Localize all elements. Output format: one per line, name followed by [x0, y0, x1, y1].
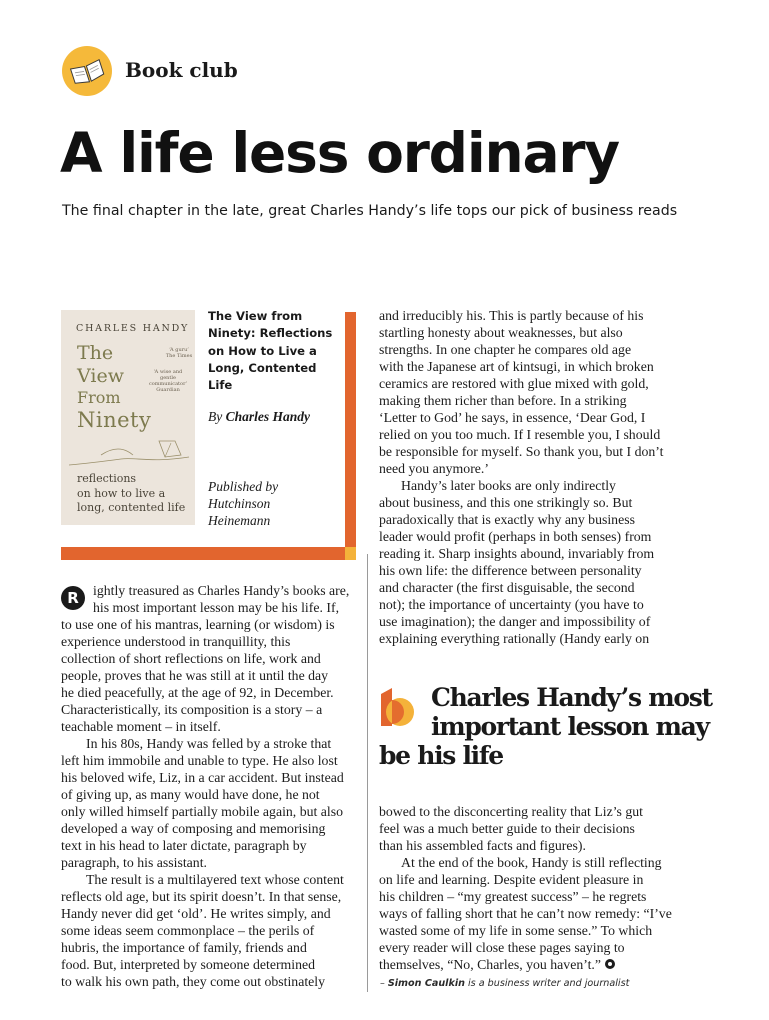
cover-title-line: From — [77, 388, 121, 407]
body-line: The result is a multilayered text whose content — [86, 872, 344, 887]
body-line: he died peacefully, at the age of 92, in December. — [61, 685, 334, 700]
body-line: ‘Letter to God’ he says, in essence, ‘Dear God, I — [379, 410, 646, 425]
body-line: developed a way of composing and memorising — [61, 821, 326, 836]
body-line: ightly treasured as Charles Handy’s books are, — [93, 583, 350, 598]
body-line: to use one of his mantras, learning (or wisdom) is — [61, 617, 335, 632]
body-line: be responsible for myself. So thank you, but I don’t — [379, 444, 664, 459]
body-line: Handy never did get ‘old’. He writes simply, and — [61, 906, 331, 921]
body-line: use imagination); the danger and impossibility of — [379, 614, 651, 629]
body-line-final — [379, 956, 615, 973]
book-byline — [208, 409, 310, 425]
body-line: left him immobile and unable to type. He also lost — [61, 753, 338, 768]
cover-title-line: View — [77, 365, 124, 387]
standfirst: The final chapter in the late, great Charles Handy’s life tops our pick of business reads — [62, 203, 678, 219]
body-line: startling honesty about weaknesses, but also — [379, 325, 623, 340]
publisher-line: Published by — [208, 479, 279, 494]
body-line: text in his head to later dictate, paragraph by — [61, 838, 307, 853]
body-line: teachable moment – in itself. — [61, 719, 221, 734]
pull-quote-line: be his life — [379, 741, 503, 770]
publisher-line: Hutchinson — [208, 496, 271, 511]
body-line: feel was a much better guide to their decisions — [379, 821, 635, 836]
body-line: experience understood in tranquillity, this — [61, 634, 291, 649]
body-line: people, proves that he was still at it until the day — [61, 668, 329, 683]
body-line: explaining everything rationally (Handy early on — [379, 631, 650, 646]
cover-subtitle-line: long, contented life — [77, 501, 186, 514]
cover-subtitle-line: reflections — [77, 472, 137, 485]
pull-quote-line: Charles Handy’s most — [431, 683, 712, 712]
author-credit-suffix: is a business writer and journalist — [468, 978, 630, 989]
body-line: collection of short reflections on life, work and — [61, 651, 321, 666]
author-credit-prefix: – — [380, 978, 385, 989]
body-line: reflects old age, but its spirit doesn’t. In that sense, — [61, 889, 342, 904]
author-credit — [380, 978, 629, 989]
cover-author: CHARLES HANDY — [76, 323, 190, 334]
column-divider — [367, 554, 368, 992]
byline-author: Charles Handy — [225, 409, 311, 424]
cover-quote: ‘A guru’ The Times — [165, 347, 193, 359]
section-label: Book club — [125, 58, 238, 82]
body-line: relied on you too much. If I resemble you, I should — [379, 427, 661, 442]
author-credit-name: Simon Caulkin — [387, 978, 465, 989]
body-line: only willed himself partially mobile again, but also — [61, 804, 344, 819]
body-line: ceramics are restored with glue mixed with gold, — [379, 376, 649, 391]
publisher-line: Heinemann — [208, 513, 271, 528]
body-line: Handy’s later books are only indirectly — [401, 478, 616, 493]
cover-subtitle-line: on how to live a — [77, 487, 166, 500]
book-box-accent-bottom — [61, 547, 356, 560]
body-line: leader would profit (perhaps in both senses) from — [379, 529, 652, 544]
body-line: his beloved wife, Liz, in a car accident. But instead — [61, 770, 344, 785]
body-line: bowed to the disconcerting reality that Liz’s gut — [379, 804, 643, 819]
end-mark-icon — [605, 959, 615, 969]
body-line: than his assembled facts and figures). — [379, 838, 586, 853]
body-line: his own life: the difference between personality — [379, 563, 642, 578]
body-line: his most important lesson may be his life. If, — [93, 600, 340, 615]
book-box-accent-corner — [345, 547, 356, 560]
body-line: not); the importance of uncertainty (you have to — [379, 597, 644, 612]
pull-quote-line: important lesson may — [431, 712, 709, 741]
cover-title-line: The — [77, 342, 114, 364]
cover-title-line: Ninety — [77, 408, 152, 432]
body-line: In his 80s, Handy was felled by a stroke that — [86, 736, 332, 751]
body-line: on life and learning. Despite evident pleasure in — [379, 872, 644, 887]
headline: A life less ordinary — [60, 121, 619, 185]
body-line: and irreducibly his. This is partly because of his — [379, 308, 644, 323]
open-book-icon — [62, 46, 112, 96]
book-box-accent-right — [345, 312, 356, 560]
body-line: paragraph, to his assistant. — [61, 855, 207, 870]
book-cover-image — [61, 310, 195, 525]
body-line: ways of falling short that he can’t now remedy: “I’ve — [379, 906, 672, 921]
body-line: At the end of the book, Handy is still reflecting — [401, 855, 662, 870]
body-line: making them richer than before. In a striking — [379, 393, 627, 408]
cover-book-drawing-icon — [61, 435, 195, 471]
body-line: need you anymore.’ — [379, 461, 489, 476]
body-line: wasted some of my life in some sense.” To which — [379, 923, 653, 938]
body-line: and character (the first disguisable, the second — [379, 580, 635, 595]
pull-quote-icon — [378, 686, 426, 734]
body-line: his children – “my greatest success” – he regrets — [379, 889, 647, 904]
cover-quote: ‘A wise and gentle communicator’ Guardian — [148, 369, 188, 393]
body-line: some ideas seem commonplace – the perils of — [61, 923, 315, 938]
book-club-icon — [62, 46, 112, 96]
body-line: themselves, “No, Charles, you haven’t.” — [379, 957, 601, 972]
body-line: Characteristically, its composition is a story – a — [61, 702, 323, 717]
body-line: reading it. Sharp insights abound, invariably from — [379, 546, 655, 561]
body-line: hubris, the importance of family, friends and — [61, 940, 307, 955]
body-line: every reader will close these pages saying to — [379, 940, 625, 955]
body-line: with the Japanese art of kintsugi, in which broken — [379, 359, 654, 374]
body-line: of giving up, as many would have done, he not — [61, 787, 320, 802]
book-title: The View from Ninety: Reflections on How to Live a Long, Contented Life — [208, 309, 333, 393]
body-line: food. But, interpreted by someone determined — [61, 957, 316, 972]
drop-cap: R — [61, 586, 85, 610]
byline-prefix: By — [208, 409, 223, 424]
body-line: about business, and this one strikingly so. But — [379, 495, 633, 510]
body-line: paradoxically that is exactly why any business — [379, 512, 635, 527]
body-line: to walk his own path, they come out obstinately — [61, 974, 326, 989]
body-line: strengths. In one chapter he compares old age — [379, 342, 632, 357]
